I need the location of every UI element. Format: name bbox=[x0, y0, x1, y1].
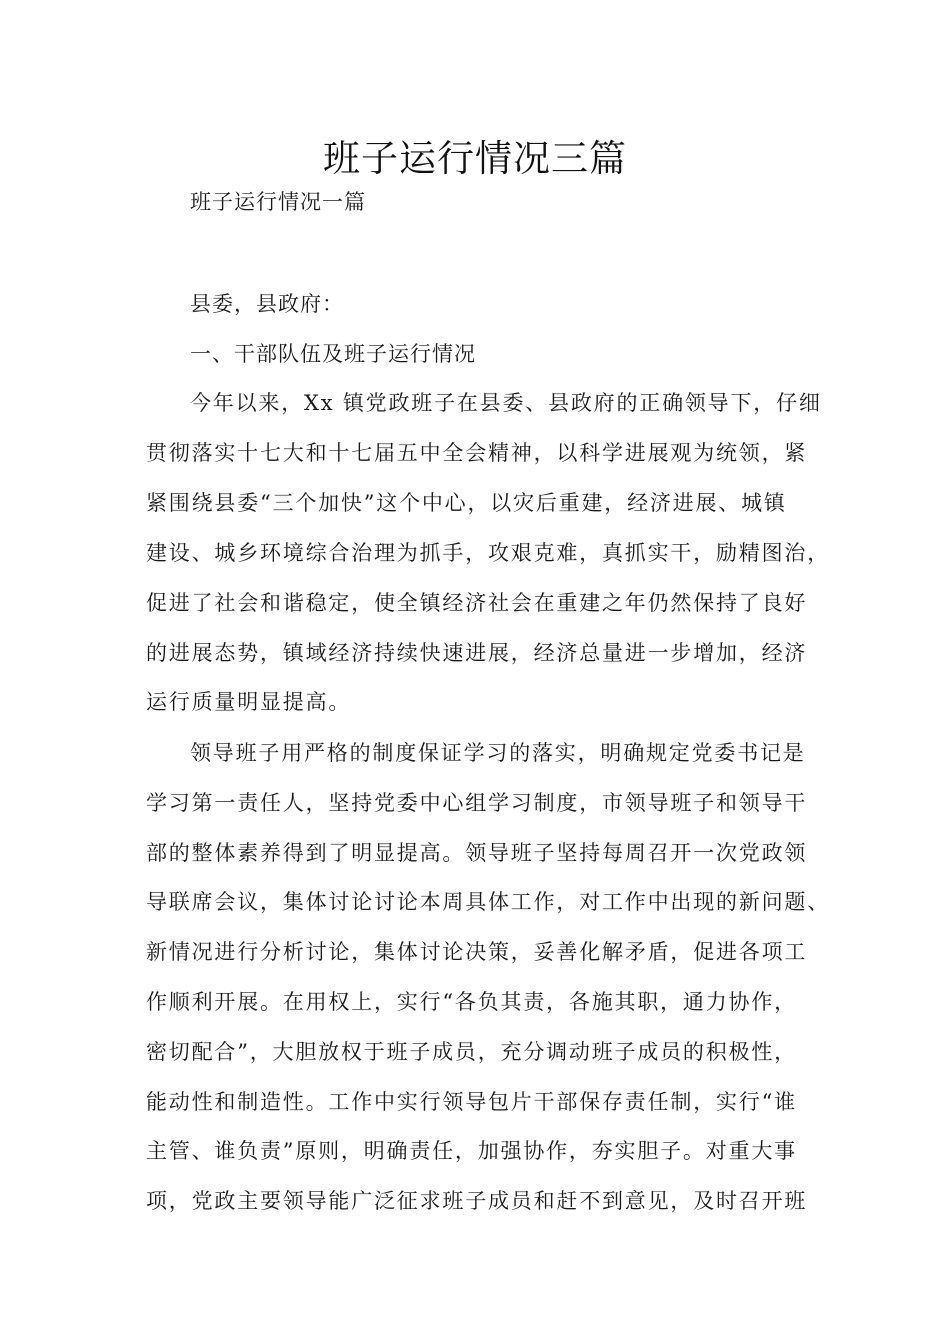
paragraph2-line: 作顺利开展。在用权上，实行“各负其责，各施其职，通力协作， bbox=[146, 990, 797, 1014]
paragraph2-line: 能动性和制造性。工作中实行领导包片干部保存责任制，实行“谁 bbox=[146, 1090, 797, 1114]
section-heading: 一、干部队伍及班子运行情况 bbox=[190, 342, 476, 366]
paragraph1-line: 贯彻落实十七大和十七届五中全会精神，以科学进展观为统领，紧 bbox=[146, 441, 808, 465]
paragraph1-line: 的进展态势，镇域经济持续快速进展，经济总量进一步增加，经济 bbox=[146, 641, 808, 665]
document-subtitle: 班子运行情况一篇 bbox=[190, 190, 366, 214]
paragraph2-line: 主管、谁负责”原则，明确责任，加强协作，夯实胆子。对重大事 bbox=[146, 1139, 797, 1163]
paragraph2-line: 导联席会议，集体讨论讨论本周具体工作，对工作中出现的新问题、 bbox=[146, 890, 830, 914]
paragraph2-line: 新情况进行分析讨论，集体讨论决策，妥善化解矛盾，促进各项工 bbox=[146, 940, 808, 964]
paragraph2-line: 学习第一责任人，坚持党委中心组学习制度，市领导班子和领导干 bbox=[146, 791, 808, 815]
paragraph1-line: 建设、城乡环境综合治理为抓手，攻艰克难，真抓实干，励精图治， bbox=[146, 541, 830, 565]
salutation: 县委，县政府： bbox=[190, 292, 344, 316]
paragraph2-line: 密切配合”，大胆放权于班子成员，充分调动班子成员的积极性， bbox=[146, 1040, 797, 1064]
paragraph2-line: 项，党政主要领导能广泛征求班子成员和赶不到意见，及时召开班 bbox=[146, 1189, 808, 1213]
paragraph2-line: 部的整体素养得到了明显提高。领导班子坚持每周召开一次党政领 bbox=[146, 841, 808, 865]
paragraph1-line: 紧围绕县委“三个加快”这个中心，以灾后重建，经济进展、城镇 bbox=[146, 491, 787, 515]
paragraph1-line: 促进了社会和谐稳定，使全镇经济社会在重建之年仍然保持了良好 bbox=[146, 591, 808, 615]
paragraph1-line: 今年以来，Xx 镇党政班子在县委、县政府的正确领导下，仔细 bbox=[190, 391, 822, 415]
document-title: 班子运行情况三篇 bbox=[323, 137, 627, 180]
paragraph1-line: 运行质量明显提高。 bbox=[146, 690, 352, 714]
paragraph2-line: 领导班子用严格的制度保证学习的落实，明确规定党委书记是 bbox=[190, 741, 806, 765]
